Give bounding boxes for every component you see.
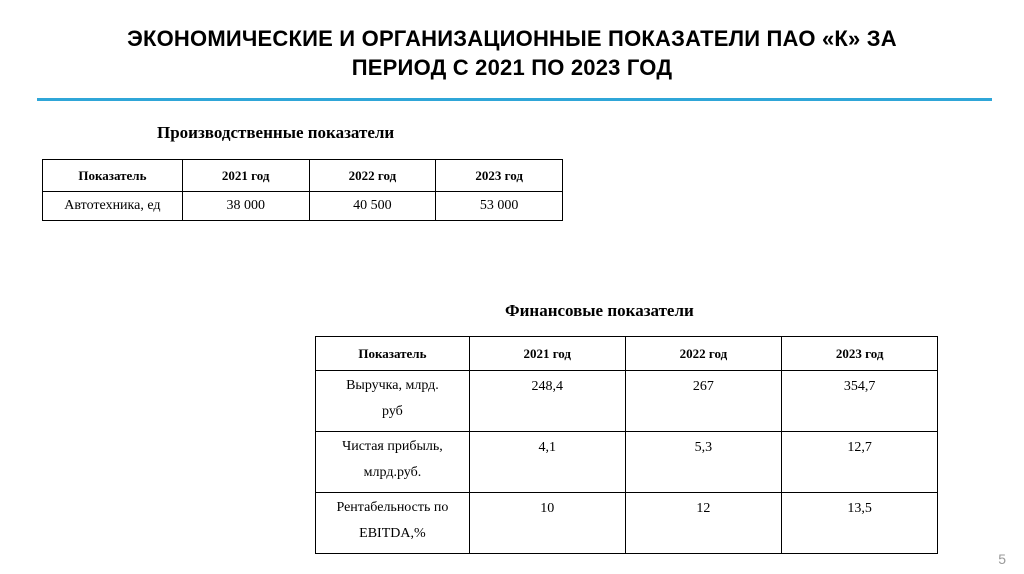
slide-title xyxy=(40,24,984,82)
header-cell: Показатель xyxy=(316,337,470,371)
production-table xyxy=(42,159,563,221)
value-cell: 13,5 xyxy=(782,493,938,554)
row-label xyxy=(316,432,470,493)
table-row xyxy=(316,493,938,554)
value-cell: 5,3 xyxy=(625,432,782,493)
table-row xyxy=(316,371,938,432)
value-cell: 248,4 xyxy=(469,371,625,432)
header-cell: Показатель xyxy=(43,160,183,192)
row-label-line: Выручка, млрд. xyxy=(346,378,439,393)
value-cell: 38 000 xyxy=(182,192,309,221)
value-cell: 12,7 xyxy=(782,432,938,493)
table-row xyxy=(43,192,563,221)
slide-title-line-1: ЭКОНОМИЧЕСКИЕ И ОРГАНИЗАЦИОННЫЕ ПОКАЗАТЕЛИ ПАО «К» ЗА xyxy=(127,26,897,51)
value-cell: 267 xyxy=(625,371,782,432)
row-label xyxy=(316,371,470,432)
value-cell: 10 xyxy=(469,493,625,554)
table-header-row xyxy=(316,337,938,371)
header-cell: 2023 год xyxy=(436,160,563,192)
financial-section-title: Финансовые показатели xyxy=(505,301,694,320)
row-label-line: EBITDA,% xyxy=(359,526,426,541)
production-section-title: Производственные показатели xyxy=(157,123,395,142)
header-cell: 2023 год xyxy=(782,337,938,371)
row-label-line: млрд.руб. xyxy=(363,465,422,480)
title-divider xyxy=(37,98,992,101)
table-row xyxy=(316,432,938,493)
row-label xyxy=(316,493,470,554)
row-label-line: руб xyxy=(382,404,403,419)
value-cell: 12 xyxy=(625,493,782,554)
slide-title-line-2: ПЕРИОД С 2021 ПО 2023 ГОД xyxy=(351,55,673,80)
row-label: Автотехника, ед xyxy=(43,192,183,221)
page-number: 5 xyxy=(998,551,1006,567)
header-cell: 2022 год xyxy=(309,160,436,192)
row-label-line: Рентабельность по xyxy=(336,500,449,515)
value-cell: 40 500 xyxy=(309,192,436,221)
value-cell: 4,1 xyxy=(469,432,625,493)
financial-table xyxy=(315,336,938,554)
header-cell: 2021 год xyxy=(182,160,309,192)
value-cell: 53 000 xyxy=(436,192,563,221)
header-cell: 2021 год xyxy=(469,337,625,371)
table-header-row xyxy=(43,160,563,192)
row-label-line: Чистая прибыль, xyxy=(342,439,443,454)
value-cell: 354,7 xyxy=(782,371,938,432)
header-cell: 2022 год xyxy=(625,337,782,371)
